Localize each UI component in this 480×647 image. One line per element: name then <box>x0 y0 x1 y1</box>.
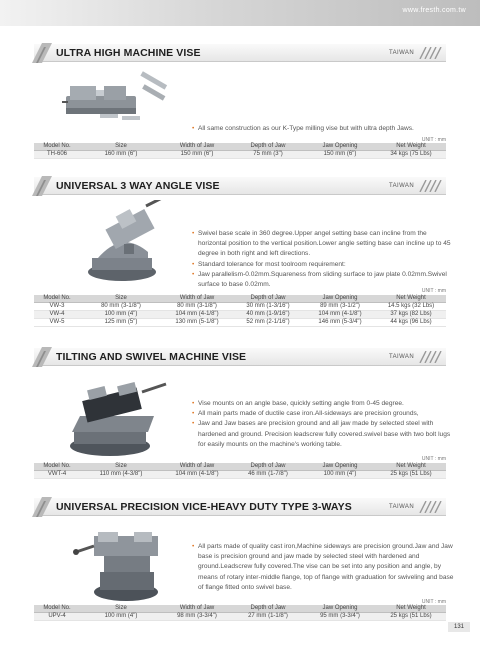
description-item: • All same construction as our K-Type milling vise but with ultra depth Jaws. <box>192 124 452 134</box>
product-description <box>192 542 454 593</box>
column-header: Model No. <box>34 605 80 613</box>
section-header <box>34 44 446 62</box>
table-cell: VW-3 <box>34 303 80 311</box>
table-header-row <box>34 605 446 613</box>
section-title: TILTING AND SWIVEL MACHINE VISE <box>56 351 247 363</box>
region-label: TAIWAN <box>389 183 415 189</box>
header-slash-mark-icon <box>30 347 52 367</box>
section-header <box>34 177 446 195</box>
column-header: Depth of Jaw <box>232 295 304 303</box>
column-header: Net Weight <box>376 463 446 471</box>
table-cell: 75 mm (3") <box>232 151 304 159</box>
table-cell: 100 mm (4") <box>80 613 162 621</box>
table-cell: 44 kgs (96 Lbs) <box>376 319 446 327</box>
table-cell: 52 mm (2-1/16") <box>232 319 304 327</box>
table-cell: 40 mm (1-9/16") <box>232 311 304 319</box>
description-item: • All main parts made of ductile case iron.All-sideways are precision grounds, <box>192 409 454 419</box>
unit-label: UNIT : mm <box>421 456 446 462</box>
header-slash-mark-icon <box>30 176 52 196</box>
table-cell: VW-4 <box>34 311 80 319</box>
column-header: Size <box>80 295 162 303</box>
section-title: UNIVERSAL PRECISION VICE-HEAVY DUTY TYPE 3-WAYS <box>56 501 352 513</box>
table-cell: 100 mm (4") <box>304 471 376 479</box>
table-cell: VWT-4 <box>34 471 80 479</box>
table-row <box>34 311 446 319</box>
table-cell: 27 mm (1-1/8") <box>232 613 304 621</box>
top-banner <box>0 0 480 26</box>
table-cell: 25 kgs (51 Lbs) <box>376 613 446 621</box>
header-stripes-icon <box>418 351 444 363</box>
column-header: Depth of Jaw <box>232 605 304 613</box>
column-header: Depth of Jaw <box>232 463 304 471</box>
page-number: 131 <box>448 622 470 632</box>
header-slash-mark-icon <box>30 43 52 63</box>
table-cell: 80 mm (3-1/8") <box>80 303 162 311</box>
column-header: Net Weight <box>376 143 446 151</box>
universal-angle-vise-photo <box>78 200 178 286</box>
table-cell: 30 mm (1-3/16") <box>232 303 304 311</box>
table-cell: UPV-4 <box>34 613 80 621</box>
column-header: Model No. <box>34 463 80 471</box>
table-cell: 104 mm (4-1/8") <box>162 311 232 319</box>
ultra-high-vise-photo <box>60 68 175 128</box>
spec-table <box>34 143 446 159</box>
table-row <box>34 319 446 327</box>
column-header: Jaw Opening <box>304 463 376 471</box>
column-header: Size <box>80 605 162 613</box>
unit-label: UNIT : mm <box>421 599 446 605</box>
column-header: Depth of Jaw <box>232 143 304 151</box>
tilting-swivel-vise-photo <box>58 376 178 460</box>
table-row <box>34 471 446 479</box>
table-row <box>34 303 446 311</box>
website-url: www.fresth.com.tw <box>402 7 466 14</box>
description-item: • Jaw and Jaw bases are precision ground and all jaw made by selected steel with hardened and ground. Precision leadscrew fully covered.swivel base with two bolt lugs for easily mounts on the machine's working table. <box>192 419 454 450</box>
spec-table <box>34 605 446 621</box>
region-label: TAIWAN <box>389 504 415 510</box>
section-title: ULTRA HIGH MACHINE VISE <box>56 47 201 59</box>
column-header: Model No. <box>34 295 80 303</box>
column-header: Net Weight <box>376 605 446 613</box>
section-header <box>34 348 446 366</box>
table-cell: 125 mm (5") <box>80 319 162 327</box>
column-header: Jaw Opening <box>304 295 376 303</box>
header-stripes-icon <box>418 501 444 513</box>
header-stripes-icon <box>418 47 444 59</box>
region-label: TAIWAN <box>389 50 415 56</box>
product-description <box>192 229 454 290</box>
section-header <box>34 498 446 516</box>
column-header: Size <box>80 143 162 151</box>
table-cell: 100 mm (4") <box>80 311 162 319</box>
table-cell: 104 mm (4-1/8") <box>162 471 232 479</box>
column-header: Jaw Opening <box>304 143 376 151</box>
product-description <box>192 124 452 134</box>
table-cell: 37 kgs (82 Lbs) <box>376 311 446 319</box>
table-cell: 98 mm (3-3/4") <box>162 613 232 621</box>
column-header: Size <box>80 463 162 471</box>
precision-vice-photo <box>64 528 176 604</box>
region-label: TAIWAN <box>389 354 415 360</box>
table-header-row <box>34 295 446 303</box>
column-header: Width of Jaw <box>162 143 232 151</box>
table-cell: 104 mm (4-1/8") <box>304 311 376 319</box>
table-cell: 80 mm (3-1/8") <box>162 303 232 311</box>
table-cell: 160 mm (6") <box>80 151 162 159</box>
column-header: Width of Jaw <box>162 295 232 303</box>
description-item: • Jaw parallelism-0.02mm.Squareness from sliding surface to jaw plate 0.02mm.Swivel surface to base 0.02mm. <box>192 270 454 290</box>
table-header-row <box>34 463 446 471</box>
product-description <box>192 399 454 450</box>
table-cell: 34 kgs (75 Lbs) <box>376 151 446 159</box>
column-header: Model No. <box>34 143 80 151</box>
section-title: UNIVERSAL 3 WAY ANGLE VISE <box>56 180 220 192</box>
column-header: Jaw Opening <box>304 605 376 613</box>
column-header: Width of Jaw <box>162 463 232 471</box>
unit-label: UNIT : mm <box>421 288 446 294</box>
table-row <box>34 151 446 159</box>
header-slash-mark-icon <box>30 497 52 517</box>
description-item: • Standard tolerance for most toolroom requirement: <box>192 260 454 270</box>
table-cell: 95 mm (3-3/4") <box>304 613 376 621</box>
table-cell: 46 mm (1-7/8") <box>232 471 304 479</box>
table-cell: 146 mm (5-3/4") <box>304 319 376 327</box>
table-cell: TH-606 <box>34 151 80 159</box>
spec-table <box>34 295 446 327</box>
table-header-row <box>34 143 446 151</box>
table-cell: VW-5 <box>34 319 80 327</box>
table-cell: 110 mm (4-3/8") <box>80 471 162 479</box>
column-header: Width of Jaw <box>162 605 232 613</box>
table-cell: 89 mm (3-1/2") <box>304 303 376 311</box>
description-item: • Vise mounts on an angle base, quickly setting angle from 0-45 degree. <box>192 399 454 409</box>
description-item: • Swivel base scale in 360 degree.Upper angel setting base can incline from the horizontal position to the vertical position.Lower angle setting base can incline up to 45 degree in both right and left directions. <box>192 229 454 260</box>
table-cell: 14.5 kgs (32 Lbs) <box>376 303 446 311</box>
table-cell: 150 mm (6") <box>304 151 376 159</box>
spec-table <box>34 463 446 479</box>
table-cell: 130 mm (5-1/8") <box>162 319 232 327</box>
table-row <box>34 613 446 621</box>
description-item: • All parts made of quality cast iron,Machine sideways are precision ground.Jaw and Jaw base is precision ground and jaw made by selected steel with hardened and ground.Leadscrew fully covered.The vise can be set into any position and angle, by means of rotary inter-middle flange, top of flange with graduation for swiveling and base of flange fitted onto swivel base. <box>192 542 454 593</box>
table-cell: 150 mm (6") <box>162 151 232 159</box>
unit-label: UNIT : mm <box>421 137 446 143</box>
header-stripes-icon <box>418 180 444 192</box>
column-header: Net Weight <box>376 295 446 303</box>
table-cell: 25 kgs (51 Lbs) <box>376 471 446 479</box>
